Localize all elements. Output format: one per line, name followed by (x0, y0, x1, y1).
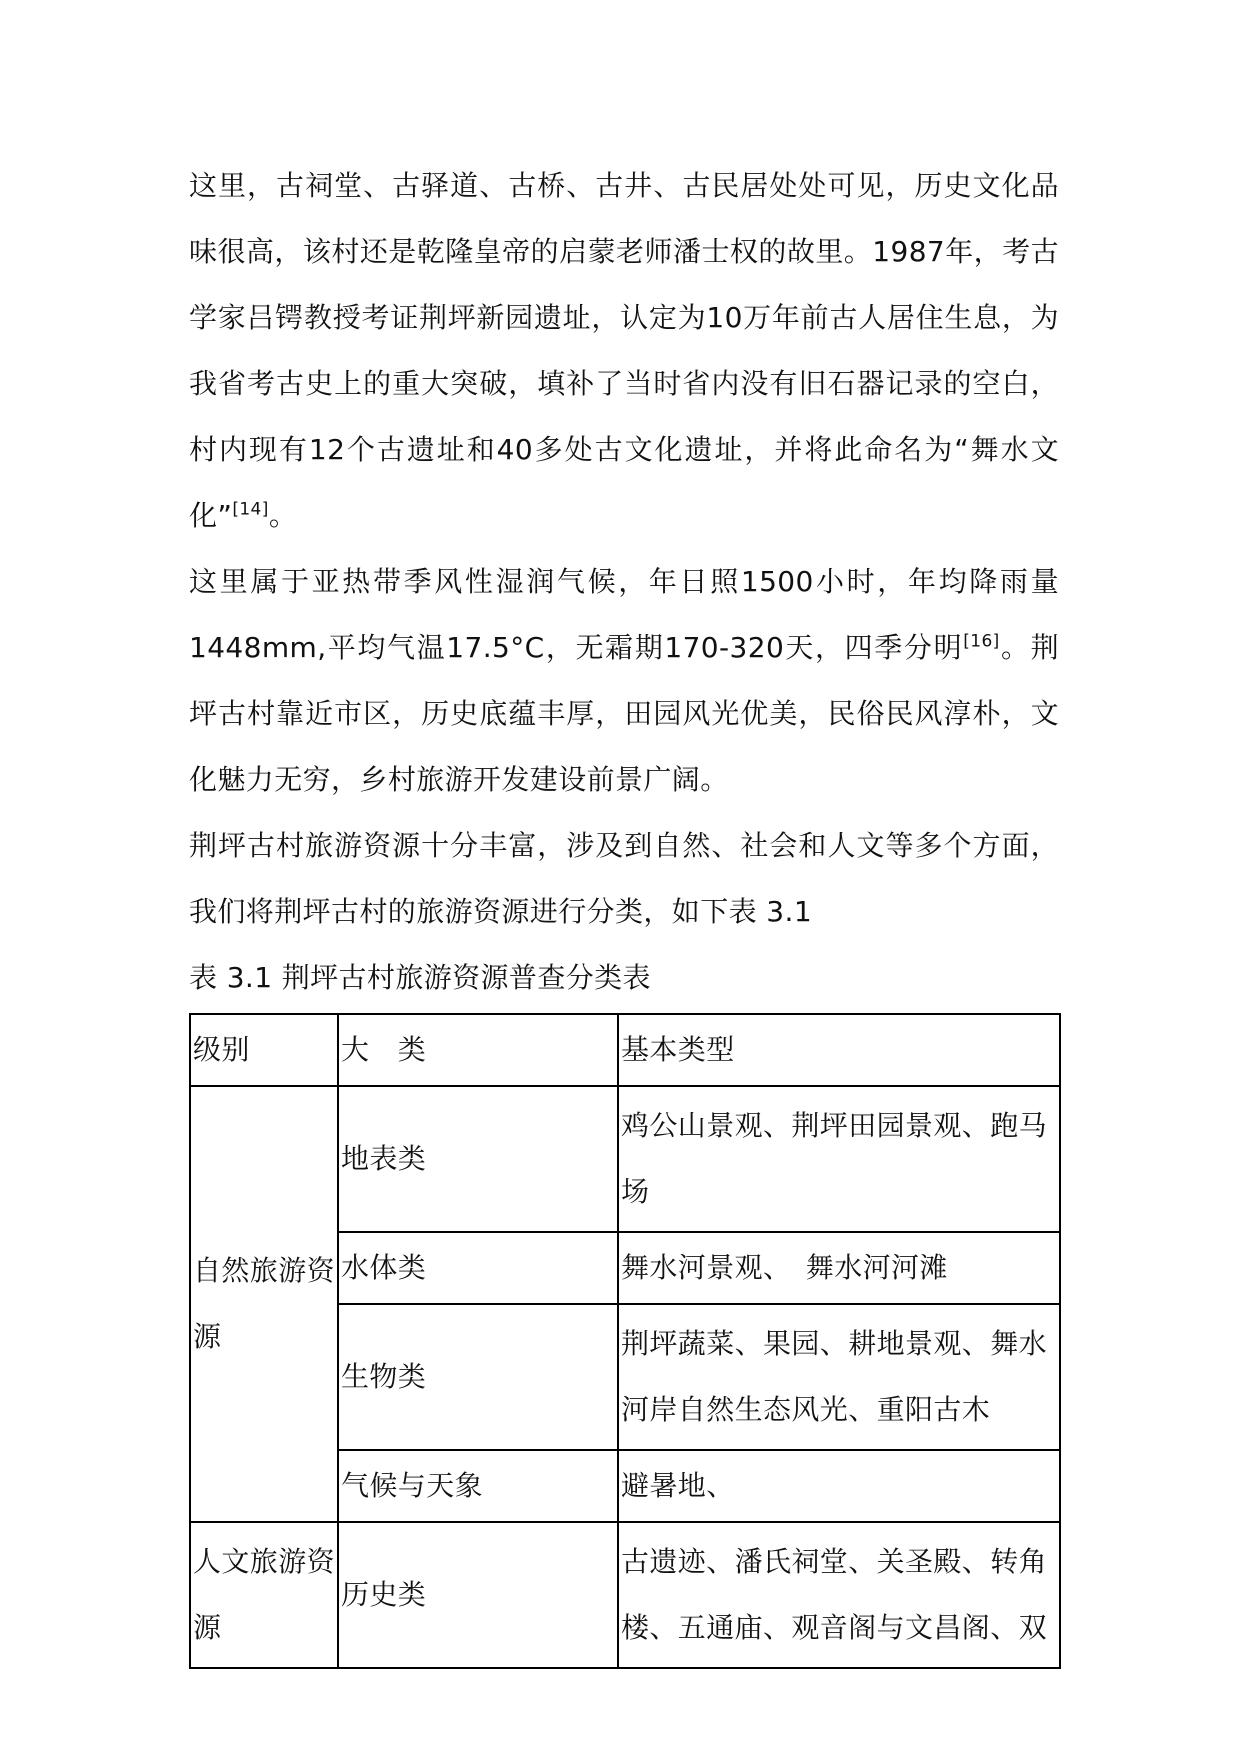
category-cell: 地表类 (338, 1086, 618, 1232)
level-cell: 人文旅游资源 (190, 1522, 338, 1668)
paragraph-text: 荆坪古村旅游资源十分丰富，涉及到自然、社会和人文等多个方面，我们将荆坪古村的旅游资源进行分类，如下表 3.1 (189, 829, 1059, 928)
table-row (190, 1522, 1060, 1668)
level-cell: 自然旅游资源 (190, 1086, 338, 1522)
header-category: 大 类 (338, 1014, 618, 1086)
citation-ref: [14] (232, 499, 269, 520)
types-cell: 荆坪蔬菜、果园、耕地景观、舞水河岸自然生态风光、重阳古木 (618, 1304, 1060, 1450)
table-caption: 表 3.1 荆坪古村旅游资源普查分类表 (189, 961, 651, 994)
paragraph-text: 这里，古祠堂、古驿道、古桥、古井、古民居处处可见，历史文化品味很高，该村还是乾隆皇帝的启蒙老师潘士权的故里。1987年，考古学家吕锷教授考证荆坪新园遗址，认定为10万年前古人居住生息，为我省考古史上的重大突破，填补了当时省内没有旧石器记录的空白，村内现有12个古遗址和40多处古文化遗址，并将此命名为“舞水文化” (189, 169, 1059, 532)
types-cell: 鸡公山景观、荆坪田园景观、跑马场 (618, 1086, 1060, 1232)
header-level: 级别 (190, 1014, 338, 1086)
table-header-row (190, 1014, 1060, 1086)
resource-classification-table (189, 1013, 1061, 1669)
category-cell: 气候与天象 (338, 1450, 618, 1522)
paragraph-climate (189, 549, 1059, 813)
paragraph-text: 这里属于亚热带季风性湿润气候，年日照1500小时，年均降雨量1448mm,平均气温17.5°C，无霜期170-320天，四季分明 (189, 565, 1059, 664)
types-cell: 避暑地、 (618, 1450, 1060, 1522)
category-cell: 水体类 (338, 1232, 618, 1304)
paragraph-history (189, 153, 1059, 549)
types-cell: 古遗迹、潘氏祠堂、关圣殿、转角楼、五通庙、观音阁与文昌阁、双 (618, 1522, 1060, 1668)
paragraph-resources (189, 813, 1059, 945)
category-cell: 生物类 (338, 1304, 618, 1450)
table-row (190, 1086, 1060, 1232)
paragraph-tail: 。 (268, 499, 298, 532)
paragraph-tail: 。荆坪古村靠近市区，历史底蕴丰厚，田园风光优美，民俗民风淳朴，文化魅力无穷，乡村旅游开发建设前景广阔。 (189, 631, 1059, 796)
category-cell: 历史类 (338, 1522, 618, 1668)
header-types: 基本类型 (618, 1014, 1060, 1086)
types-cell: 舞水河景观、 舞水河河滩 (618, 1232, 1060, 1304)
citation-ref: [16] (963, 631, 1000, 652)
